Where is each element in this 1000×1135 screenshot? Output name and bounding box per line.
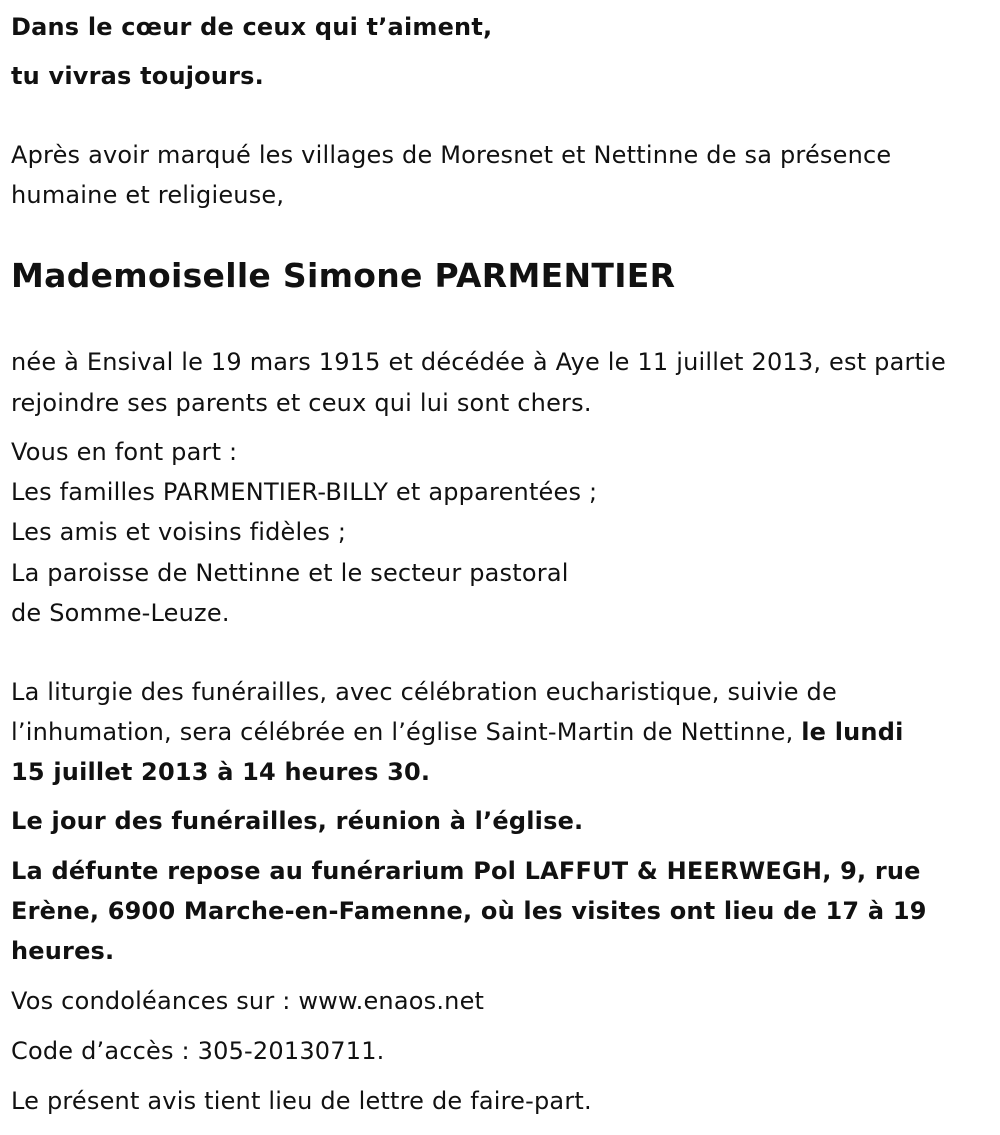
funeral-line-2 — [11, 717, 904, 747]
meeting-note: Le jour des funérailles, réunion à l’église. — [11, 807, 584, 835]
access-code-line: Code d’accès : 305-20130711. — [11, 1037, 385, 1065]
announcers-parish-line-1: La paroisse de Nettinne et le secteur pastoral — [11, 559, 569, 587]
announcers-family: Les familles PARMENTIER-BILLY et apparentées ; — [11, 478, 598, 506]
birth-death-line-1: née à Ensival le 19 mars 1915 et décédée à Aye le 11 juillet 2013, est partie — [11, 348, 946, 376]
deceased-name: Mademoiselle Simone PARMENTIER — [11, 256, 676, 295]
visitation-line-1: La défunte repose au funérarium Pol LAFFUT & HEERWEGH, 9, rue — [11, 857, 921, 885]
epigraph-line-2: tu vivras toujours. — [11, 62, 264, 90]
birth-death-line-2: rejoindre ses parents et ceux qui lui sont chers. — [11, 389, 592, 417]
announcers-parish-line-2: de Somme-Leuze. — [11, 599, 230, 627]
funeral-line-1: La liturgie des funérailles, avec célébration eucharistique, suivie de — [11, 678, 837, 706]
visitation-line-2: Erène, 6900 Marche-en-Famenne, où les visites ont lieu de 17 à 19 — [11, 897, 927, 925]
visitation-line-3: heures. — [11, 937, 115, 965]
intro-line-1: Après avoir marqué les villages de Moresnet et Nettinne de sa présence — [11, 141, 892, 169]
condolences-line: Vos condoléances sur : www.enaos.net — [11, 987, 485, 1015]
announcers-friends: Les amis et voisins fidèles ; — [11, 518, 347, 546]
closing-line: Le présent avis tient lieu de lettre de faire-part. — [11, 1087, 592, 1115]
funeral-date-part-1: le lundi — [801, 718, 904, 746]
funeral-date-time: 15 juillet 2013 à 14 heures 30. — [11, 758, 431, 786]
funeral-line-2-regular: l’inhumation, sera célébrée en l’église Saint-Martin de Nettinne, — [11, 718, 802, 746]
announcers-heading: Vous en font part : — [11, 438, 238, 466]
intro-line-2: humaine et religieuse, — [11, 181, 285, 209]
epigraph-line-1: Dans le cœur de ceux qui t’aiment, — [11, 13, 493, 41]
